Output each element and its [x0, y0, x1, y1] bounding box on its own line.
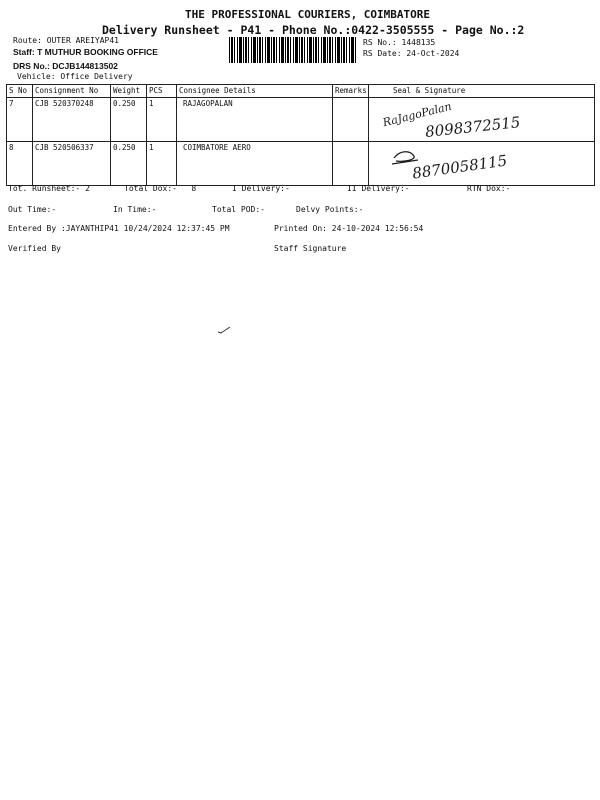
entered-by: Entered By :JAYANTHIP41 10/24/2024 12:37:45 PM [8, 224, 230, 233]
route-label: Route: OUTER AREIYAP41 [13, 36, 119, 45]
cell-consignee: COIMBATORE AERO [177, 142, 333, 186]
cell-consignment: CJB 520370248 [33, 98, 111, 142]
out-time: Out Time:- [8, 205, 57, 214]
drs-label [13, 61, 118, 71]
pen-tick-mark [217, 326, 231, 334]
rs-date: RS Date: 24-Oct-2024 [363, 49, 460, 58]
col-header-pcs: PCS [147, 85, 177, 98]
cell-weight: 0.250 [111, 142, 147, 186]
vehicle-label: Vehicle: Office Delivery [17, 72, 133, 81]
cell-pcs: 1 [147, 142, 177, 186]
col-header-sno: S No [7, 85, 33, 98]
rtn-dox: RTN Dox:- [467, 184, 511, 193]
printed-on: Printed On: 24-10-2024 12:56:54 [274, 224, 424, 233]
delvy-points: Delvy Points:- [296, 205, 364, 214]
cell-sno: 8 [7, 142, 33, 186]
col-header-consignment: Consignment No [33, 85, 111, 98]
cell-remarks [333, 98, 369, 142]
cell-weight: 0.250 [111, 98, 147, 142]
staff-signature: Staff Signature [274, 244, 347, 253]
handwritten-phone-number: 8870058115 [411, 151, 509, 183]
col-header-remarks: Remarks [333, 85, 369, 98]
col-header-consignee: Consignee Details [177, 85, 333, 98]
verified-by: Verified By [8, 244, 61, 253]
handwritten-signature-name: RaJagoPalan [381, 99, 453, 130]
col-header-signature: Seal & Signature [369, 85, 595, 98]
i-delivery: I Delivery:- [232, 184, 290, 193]
cell-sno: 7 [7, 98, 33, 142]
cell-remarks [333, 142, 369, 186]
cell-pcs: 1 [147, 98, 177, 142]
in-time: In Time:- [113, 205, 157, 214]
drs-number: DCJB144813502 [52, 61, 118, 71]
total-dox: Total Dox:- 8 [124, 184, 197, 193]
table-header-row [7, 85, 595, 98]
drs-label-text: DRS No.: [13, 61, 50, 71]
col-header-weight: Weight [111, 85, 147, 98]
cell-consignment: CJB 520506337 [33, 142, 111, 186]
delivery-table [6, 84, 595, 186]
rs-number: RS No.: 1448135 [363, 38, 436, 47]
tot-runsheet: Tot. Runsheet:- 2 [8, 184, 90, 193]
handwritten-phone-number: 8098372515 [424, 113, 522, 141]
staff-label: Staff: T MUTHUR BOOKING OFFICE [13, 47, 158, 57]
company-title: THE PROFESSIONAL COURIERS, COIMBATORE [185, 8, 431, 21]
cell-consignee: RAJAGOPALAN [177, 98, 333, 142]
ii-delivery: II Delivery:- [347, 184, 410, 193]
barcode-image [229, 37, 357, 63]
total-pod: Total POD:- [212, 205, 265, 214]
runsheet-title: Delivery Runsheet - P41 - Phone No.:0422-3505555 - Page No.:2 [102, 23, 525, 37]
